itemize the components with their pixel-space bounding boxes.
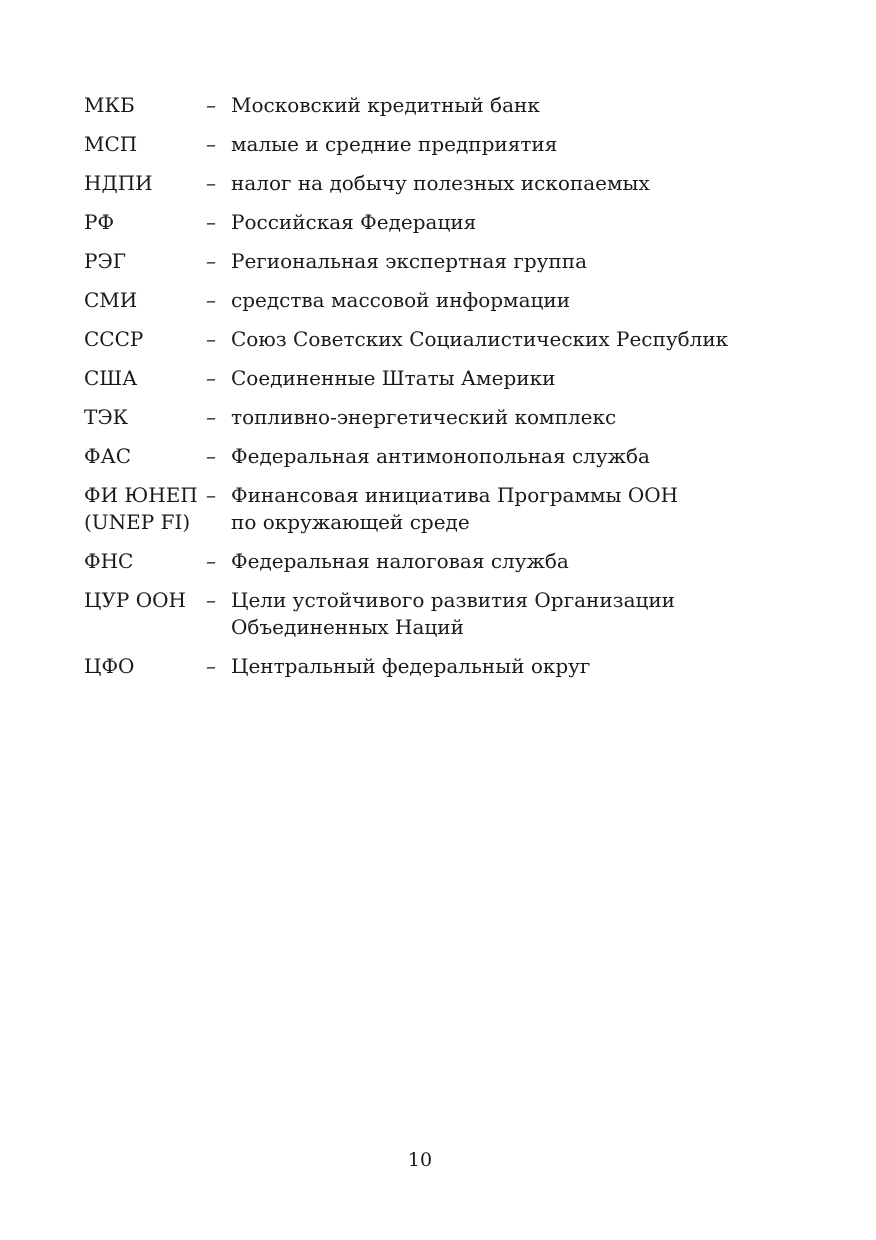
abbreviation-definition-line: Московский кредитный банк [231,93,540,117]
abbreviation-dash: – [206,288,216,312]
abbreviation-definition-line: топливно-энергетический комплекс [231,405,617,429]
page-number: 10 [407,1149,433,1171]
abbreviation-entry [84,326,804,353]
abbreviation-dash: – [206,483,216,507]
abbreviation-dash: – [206,327,216,351]
abbreviation-term [84,365,206,392]
abbreviation-dash: – [206,210,216,234]
abbreviation-term [84,482,206,536]
abbreviation-term [84,131,206,158]
abbreviation-term-line: ЦФО [84,654,135,678]
abbreviation-definition-line: Российская Федерация [231,210,477,234]
abbreviation-definition [231,92,804,119]
abbreviation-definition [231,587,804,641]
abbreviation-dash: – [206,171,216,195]
abbreviation-entry [84,365,804,392]
abbreviation-definition [231,170,804,197]
abbreviation-definition [231,482,804,536]
abbreviation-entry [84,587,804,641]
abbreviation-definition-line: Цели устойчивого развития Организации [231,588,676,612]
abbreviation-definition-line: Центральный федеральный округ [231,654,591,678]
abbreviation-entry [84,653,804,680]
abbreviation-term-line: ФНС [84,549,134,573]
abbreviation-dash: – [206,654,216,678]
abbreviation-definition-line: Объединенных Наций [231,615,464,639]
abbreviation-entry [84,209,804,236]
abbreviation-dash: – [206,549,216,573]
abbreviation-term-line: ТЭК [84,405,129,429]
abbreviation-term-line: ФАС [84,444,132,468]
abbreviation-dash: – [206,366,216,390]
abbreviation-term [84,248,206,275]
abbreviation-definition [231,443,804,470]
abbreviation-dash: – [206,249,216,273]
abbreviation-entry [84,131,804,158]
abbreviation-definition-line: налог на добычу полезных ископаемых [231,171,650,195]
abbreviation-definition [231,326,804,353]
abbreviation-definition-line: Финансовая инициатива Программы ООН [231,483,679,507]
abbreviation-definition [231,209,804,236]
abbreviation-dash: – [206,132,216,156]
abbreviation-entry [84,443,804,470]
abbreviation-entry [84,92,804,119]
abbreviation-term-line: США [84,366,138,390]
abbreviation-term [84,548,206,575]
abbreviation-entry [84,287,804,314]
abbreviation-term-line: ФИ ЮНЕП [84,483,198,507]
abbreviation-term [84,209,206,236]
abbreviation-entry [84,404,804,431]
abbreviation-term-line: (UNEP FI) [84,510,191,534]
abbreviation-definition [231,287,804,314]
abbreviation-list [84,92,804,692]
abbreviation-definition [231,548,804,575]
abbreviation-term [84,326,206,353]
abbreviation-definition [231,131,804,158]
abbreviation-entry [84,248,804,275]
abbreviation-definition-line: по окружающей среде [231,510,470,534]
abbreviation-term-line: ЦУР ООН [84,588,186,612]
abbreviation-term [84,443,206,470]
abbreviation-definition-line: Союз Советских Социалистических Республик [231,327,729,351]
abbreviation-term-line: МКБ [84,93,135,117]
abbreviation-term [84,587,206,614]
abbreviation-term-line: НДПИ [84,171,153,195]
abbreviation-dash: – [206,405,216,429]
abbreviation-dash: – [206,588,216,612]
abbreviation-definition [231,404,804,431]
abbreviation-definition-line: Федеральная налоговая служба [231,549,569,573]
abbreviation-dash: – [206,444,216,468]
abbreviation-definition [231,653,804,680]
abbreviation-term [84,287,206,314]
abbreviation-term [84,92,206,119]
abbreviation-term-line: МСП [84,132,138,156]
abbreviation-term-line: РФ [84,210,115,234]
abbreviation-definition-line: средства массовой информации [231,288,571,312]
abbreviation-entry [84,482,804,536]
abbreviation-term-line: РЭГ [84,249,127,273]
abbreviation-entry [84,170,804,197]
abbreviation-dash: – [206,93,216,117]
abbreviation-definition-line: малые и средние предприятия [231,132,558,156]
abbreviation-term [84,404,206,431]
abbreviation-definition [231,248,804,275]
abbreviation-definition-line: Соединенные Штаты Америки [231,366,556,390]
abbreviation-entry [84,548,804,575]
abbreviation-term-line: СССР [84,327,144,351]
abbreviation-definition-line: Региональная экспертная группа [231,249,588,273]
abbreviation-term-line: СМИ [84,288,138,312]
abbreviation-definition [231,365,804,392]
abbreviation-definition-line: Федеральная антимонопольная служба [231,444,650,468]
abbreviation-term [84,653,206,680]
abbreviation-term [84,170,206,197]
